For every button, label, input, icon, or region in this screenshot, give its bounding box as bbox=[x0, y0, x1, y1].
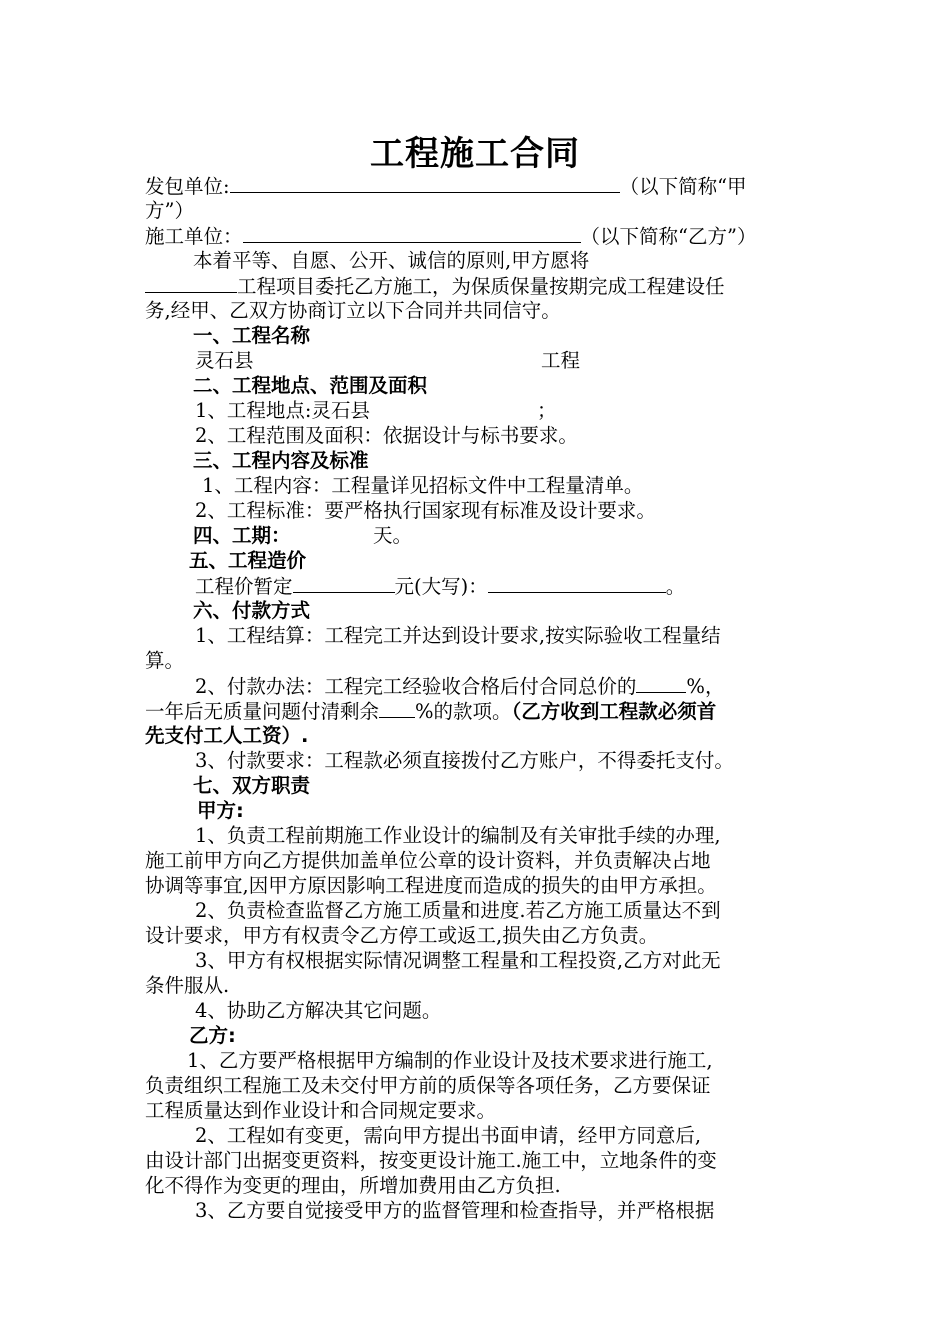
payment-item-2a-text: 2、付款办法：工程完工经验收合格后付合同总价的 bbox=[195, 675, 637, 698]
section-2-heading: 二、工程地点、范围及面积 bbox=[193, 374, 428, 397]
price-figure-blank bbox=[293, 574, 395, 593]
party-b-line bbox=[145, 224, 756, 249]
party-b-duties-heading: 乙方: bbox=[189, 1024, 236, 1047]
payment-item-2b-end: %的款项。 bbox=[415, 700, 512, 723]
party-a-duty-3a: 3、甲方有权根据实际情况调整工程量和工程投资,乙方对此无 bbox=[195, 949, 721, 972]
remaining-percent-blank bbox=[379, 699, 415, 718]
section-4-heading: 四、工期： bbox=[193, 524, 291, 547]
party-a-duty-1a: 1、负责工程前期施工作业设计的编制及有关审批手续的办理, bbox=[195, 824, 721, 847]
price-words-blank bbox=[488, 574, 666, 593]
party-a-suffix-line: 方”） bbox=[145, 199, 194, 222]
party-a-duty-4: 4、协助乙方解决其它问题。 bbox=[195, 999, 442, 1022]
section-3-item-1: 1、工程内容：工程量详见招标文件中工程量清单。 bbox=[202, 474, 644, 497]
party-a-duty-2b: 设计要求，甲方有权责令乙方停工或返工,损失由乙方负责。 bbox=[145, 924, 659, 947]
payment-item-1a: 1、工程结算：工程完工并达到设计要求,按实际验收工程量结 bbox=[195, 624, 721, 647]
section-7-heading: 七、双方职责 bbox=[193, 774, 311, 797]
project-name-blank bbox=[145, 274, 237, 293]
section-1-heading: 一、工程名称 bbox=[193, 324, 311, 347]
party-a-blank bbox=[230, 174, 620, 193]
party-a-duty-1b: 施工前甲方向乙方提供加盖单位公章的设计资料，并负责解决占地 bbox=[145, 849, 711, 872]
party-b-duty-1a: 1、乙方要严格根据甲方编制的作业设计及技术要求进行施工, bbox=[187, 1049, 713, 1072]
party-a-duties-heading: 甲方: bbox=[197, 799, 244, 822]
party-b-duty-2a: 2、工程如有变更，需向甲方提出书面申请，经甲方同意后, bbox=[195, 1124, 702, 1147]
party-a-duty-3b: 条件服从. bbox=[145, 974, 230, 997]
price-words-label: 元(大写)： bbox=[394, 575, 488, 598]
section-6-heading: 六、付款方式 bbox=[193, 599, 311, 622]
intro-line-1: 本着平等、自愿、公开、诚信的原则,甲方愿将 bbox=[193, 249, 590, 272]
section-2-item-1-end: ； bbox=[537, 399, 557, 422]
party-b-duty-1c: 工程质量达到作业设计和合同规定要求。 bbox=[145, 1099, 497, 1122]
project-county: 灵石县 bbox=[195, 349, 254, 372]
section-2-item-2: 2、工程范围及面积：依据设计与标书要求。 bbox=[195, 424, 578, 447]
payment-item-3: 3、付款要求：工程款必须直接拨付乙方账户，不得委托支付。 bbox=[195, 749, 734, 772]
party-b-duty-1b: 负责组织工程施工及未交付甲方前的质保等各项任务，乙方要保证 bbox=[145, 1074, 711, 1097]
party-b-duty-3a: 3、乙方要自觉接受甲方的监督管理和检查指导，并严格根据 bbox=[195, 1199, 715, 1222]
section-3-item-2: 2、工程标准：要严格执行国家现有标准及设计要求。 bbox=[195, 499, 656, 522]
project-suffix: 工程 bbox=[541, 349, 581, 372]
party-b-blank bbox=[243, 224, 581, 243]
party-a-duty-2a: 2、负责检查监督乙方施工质量和进度.若乙方施工质量达不到 bbox=[195, 899, 721, 922]
party-a-label: 发包单位: bbox=[145, 175, 230, 198]
payment-percent-blank bbox=[636, 674, 686, 693]
section-5-heading: 五、工程造价 bbox=[189, 549, 307, 572]
payment-item-2b bbox=[145, 699, 716, 724]
party-a-suffix: （以下简称“甲 bbox=[619, 175, 747, 198]
document-title: 工程施工合同 bbox=[370, 134, 580, 174]
section-2-item-1: 1、工程地点:灵石县 bbox=[195, 399, 370, 422]
intro-line-2 bbox=[145, 274, 725, 299]
wage-note-part-1: （乙方收到工程款必须首 bbox=[511, 700, 717, 723]
price-end: 。 bbox=[665, 575, 686, 598]
party-a-line bbox=[145, 174, 747, 199]
wage-note-part-2: 先支付工人工资）. bbox=[145, 724, 309, 747]
party-b-duty-2b: 由设计部门出据变更资料，按变更设计施工.施工中，立地条件的变 bbox=[145, 1149, 717, 1172]
section-3-heading: 三、工程内容及标准 bbox=[193, 449, 369, 472]
intro-line-2-text: 工程项目委托乙方施工，为保质保量按期完成工程建设任 bbox=[237, 275, 725, 298]
payment-percent-end: %， bbox=[686, 675, 725, 698]
price-label: 工程价暂定 bbox=[195, 575, 293, 598]
intro-line-3: 务,经甲、乙双方协商订立以下合同并共同信守。 bbox=[145, 299, 561, 322]
party-a-duty-1c: 协调等事宜,因甲方原因影响工程进度而造成的损失的由甲方承担。 bbox=[145, 874, 717, 897]
construction-period-days: 天。 bbox=[373, 524, 413, 547]
payment-item-2a bbox=[195, 674, 724, 699]
contract-price-line bbox=[195, 574, 685, 599]
party-b-duty-2c: 化不得作为变更的理由，所增加费用由乙方负担. bbox=[145, 1174, 561, 1197]
payment-item-2b-text: 一年后无质量问题付清剩余 bbox=[145, 700, 380, 723]
payment-item-1b: 算。 bbox=[145, 649, 185, 672]
party-b-label: 施工单位： bbox=[145, 225, 243, 248]
party-b-suffix: （以下简称“乙方”） bbox=[580, 225, 757, 248]
